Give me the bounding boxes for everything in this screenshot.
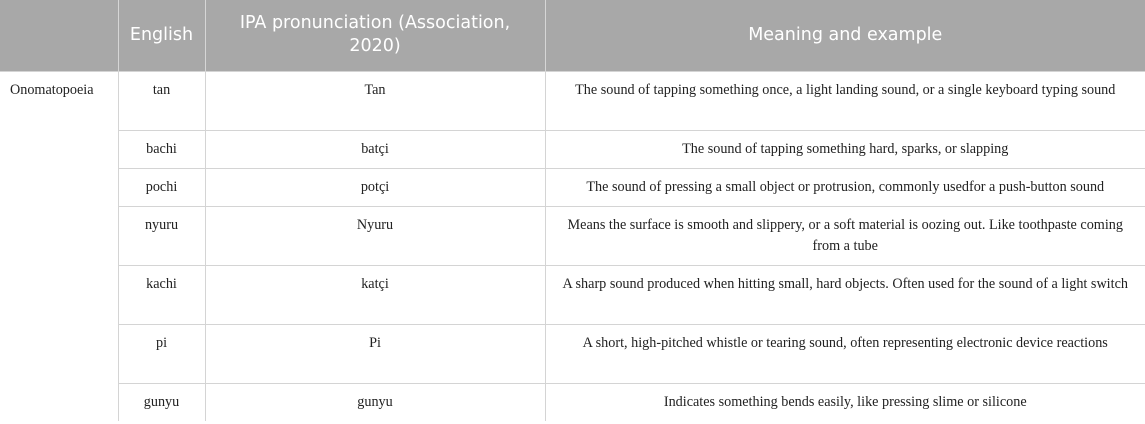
english-cell: nyuru: [118, 206, 205, 265]
ipa-cell: Nyuru: [205, 206, 545, 265]
table-row: [0, 168, 1145, 206]
ipa-cell: Tan: [205, 71, 545, 130]
ipa-cell: potçi: [205, 168, 545, 206]
meaning-cell: The sound of tapping something hard, sparks, or slapping: [545, 130, 1145, 168]
english-cell: bachi: [118, 130, 205, 168]
ipa-cell: katçi: [205, 265, 545, 324]
meaning-cell: The sound of tapping something once, a light landing sound, or a single keyboard typing sound: [545, 71, 1145, 130]
header-meaning: Meaning and example: [545, 0, 1145, 71]
ipa-cell: Pi: [205, 324, 545, 383]
english-cell: pochi: [118, 168, 205, 206]
table-row: [0, 324, 1145, 383]
table-row: [0, 71, 1145, 130]
english-cell: kachi: [118, 265, 205, 324]
table-header: [0, 0, 1145, 71]
table-row: [0, 206, 1145, 265]
english-cell: gunyu: [118, 383, 205, 421]
english-cell: pi: [118, 324, 205, 383]
table-row: [0, 130, 1145, 168]
english-cell: tan: [118, 71, 205, 130]
meaning-cell: The sound of pressing a small object or protrusion, commonly usedfor a push-button sound: [545, 168, 1145, 206]
meaning-cell: A sharp sound produced when hitting small, hard objects. Often used for the sound of a light switch: [545, 265, 1145, 324]
meaning-cell: A short, high-pitched whistle or tearing sound, often representing electronic device reactions: [545, 324, 1145, 383]
header-category: [0, 0, 118, 71]
category-cell: Onomatopoeia: [0, 71, 118, 421]
ipa-cell: batçi: [205, 130, 545, 168]
header-row: [0, 0, 1145, 71]
meaning-cell: Means the surface is smooth and slippery, or a soft material is oozing out. Like toothpaste coming from a tube: [545, 206, 1145, 265]
table-row: [0, 383, 1145, 421]
table-body: [0, 71, 1145, 421]
ipa-cell: gunyu: [205, 383, 545, 421]
meaning-cell: Indicates something bends easily, like pressing slime or silicone: [545, 383, 1145, 421]
header-ipa: IPA pronunciation (Association, 2020): [205, 0, 545, 71]
header-english: English: [118, 0, 205, 71]
table-row: [0, 265, 1145, 324]
